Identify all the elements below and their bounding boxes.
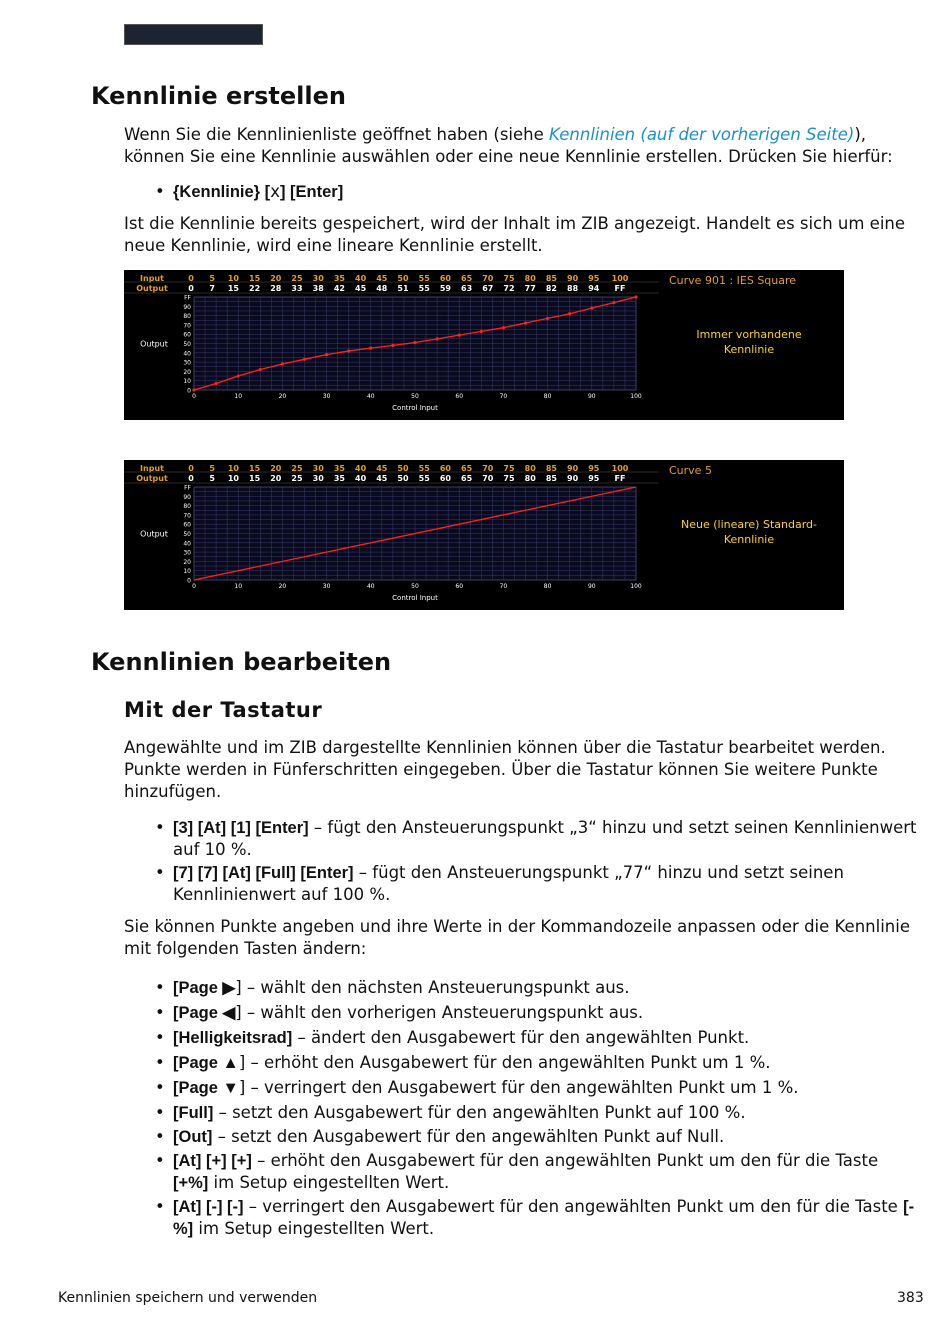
x-tick-label: 50 xyxy=(411,393,419,400)
x-tick-label: 60 xyxy=(455,583,464,590)
list-item xyxy=(155,977,915,1002)
curves-link[interactable]: Kennlinien (auf der vorherigen Seite) xyxy=(549,125,855,144)
curve-point xyxy=(480,330,483,333)
input-cell: 45 xyxy=(376,464,388,473)
input-cell: 50 xyxy=(397,464,409,473)
x-tick-label: 80 xyxy=(543,393,552,400)
curve-title: Curve 5 xyxy=(669,464,712,477)
input-cell: 20 xyxy=(270,464,282,473)
y-tick-label: 30 xyxy=(183,549,191,557)
list-item xyxy=(155,1052,915,1077)
x-tick-label: 70 xyxy=(499,583,508,590)
input-cell: 50 xyxy=(397,274,409,283)
output-cell: 0 xyxy=(188,284,194,293)
curve-screenshot-linear xyxy=(124,460,844,610)
output-cell: 10 xyxy=(227,474,239,483)
item-text: ] – erhöht den Ausgabewert für den angewählten Punkt um 1 %. xyxy=(238,1053,771,1072)
input-cell: 30 xyxy=(312,274,324,283)
y-axis-label: Output xyxy=(140,339,168,349)
input-cell: 55 xyxy=(418,464,430,473)
x-axis-label: Control Input xyxy=(392,404,438,412)
y-tick-label: FF xyxy=(184,484,191,492)
output-cell: 45 xyxy=(376,474,388,483)
annotation-text: Neue (lineare) Standard- xyxy=(681,518,817,531)
output-cell: 55 xyxy=(418,474,430,483)
item-text: – erhöht den Ausgabewert für den angewählten Punkt um den für die Taste xyxy=(251,1151,879,1170)
output-cell: FF xyxy=(614,284,626,293)
output-cell: 51 xyxy=(397,284,409,293)
output-cell: 67 xyxy=(482,284,494,293)
input-cell: 25 xyxy=(291,274,303,283)
bullet-dot: • xyxy=(155,1151,165,1170)
heading-create: Kennlinie erstellen xyxy=(91,82,346,110)
y-tick-label: FF xyxy=(184,294,191,302)
output-cell: 75 xyxy=(503,474,515,483)
input-cell: 0 xyxy=(188,464,194,473)
curve-point xyxy=(590,307,593,310)
output-cell: 30 xyxy=(312,474,324,483)
curve-point xyxy=(612,301,615,304)
input-cell: 5 xyxy=(209,464,215,473)
curve-title: Curve 901 : IES Square xyxy=(669,274,797,287)
key-sequence: [7] [7] [At] [Full] [Enter] xyxy=(173,864,354,882)
input-cell: 5 xyxy=(209,274,215,283)
output-cell: FF xyxy=(614,474,626,483)
curve-chart xyxy=(124,460,844,610)
annotation-text: Kennlinie xyxy=(723,343,775,356)
input-cell: 40 xyxy=(355,274,367,283)
list-item xyxy=(155,181,915,203)
x-tick-label: 10 xyxy=(234,583,243,590)
points-list xyxy=(155,817,925,907)
input-cell: 15 xyxy=(249,464,261,473)
item-text: ] – verringert den Ausgabewert für den angewählten Punkt um 1 %. xyxy=(238,1078,799,1097)
item-text: ] – wählt den nächsten Ansteuerungspunkt aus. xyxy=(235,978,630,997)
curve-point xyxy=(325,353,328,356)
output-cell: 59 xyxy=(439,284,451,293)
bullet-dot: • xyxy=(155,1053,165,1072)
output-cell: 38 xyxy=(312,284,324,293)
input-cell: 35 xyxy=(333,464,345,473)
input-cell: 45 xyxy=(376,274,388,283)
output-cell: 94 xyxy=(588,284,600,293)
input-cell: 100 xyxy=(611,274,629,283)
key-sequence: [-%] xyxy=(173,1198,915,1238)
output-cell: 40 xyxy=(355,474,367,483)
placeholder-x: x xyxy=(270,182,280,201)
output-cell: 45 xyxy=(355,284,367,293)
x-tick-label: 80 xyxy=(543,583,552,590)
key-sequence: [+%] xyxy=(173,1174,209,1192)
output-cell: 15 xyxy=(249,474,261,483)
page-number: 383 xyxy=(897,1290,924,1306)
x-tick-label: 70 xyxy=(499,393,508,400)
output-cell: 33 xyxy=(291,284,303,293)
y-tick-label: 40 xyxy=(183,540,191,548)
output-cell: 95 xyxy=(588,474,600,483)
curve-point xyxy=(369,347,372,350)
list-item xyxy=(155,862,915,907)
output-cell: 48 xyxy=(376,284,388,293)
x-tick-label: 10 xyxy=(234,393,243,400)
y-tick-label: 60 xyxy=(183,521,191,529)
y-tick-label: 40 xyxy=(183,350,191,358)
input-cell: 10 xyxy=(227,274,239,283)
item-text: – fügt den Ansteuerungspunkt „3“ hinzu und setzt seinen Kennlinienwert auf 10 %. xyxy=(173,818,917,859)
curve-screenshot-ies xyxy=(124,270,844,420)
item-text: – verringert den Ausgabewert für den angewählten Punkt um den für die Taste xyxy=(243,1197,904,1216)
output-cell: 7 xyxy=(209,284,215,293)
key-sequence: {Kennlinie} [ xyxy=(173,183,271,201)
y-tick-label: 0 xyxy=(187,387,191,395)
input-cell: 85 xyxy=(545,274,557,283)
input-row-label: Input xyxy=(140,464,164,473)
output-cell: 0 xyxy=(188,474,194,483)
intro-text-after: ), können Sie eine Kennlinie auswählen oder eine neue Kennlinie erstellen. Drücken Sie hierfür: xyxy=(124,125,893,166)
y-tick-label: 70 xyxy=(183,322,191,330)
x-tick-label: 90 xyxy=(587,393,596,400)
input-cell: 60 xyxy=(439,464,451,473)
output-cell: 15 xyxy=(227,284,239,293)
y-tick-label: 50 xyxy=(183,341,191,348)
y-tick-label: 10 xyxy=(183,568,191,576)
output-cell: 77 xyxy=(524,284,536,293)
x-tick-label: 0 xyxy=(192,393,196,400)
output-cell: 60 xyxy=(439,474,451,483)
bullet-dot: • xyxy=(155,182,165,201)
output-cell: 88 xyxy=(567,284,579,293)
curve-point xyxy=(634,295,637,298)
input-cell: 35 xyxy=(333,274,345,283)
annotation-text: Immer vorhandene xyxy=(696,328,802,341)
key-sequence: [Page ▲ xyxy=(173,1054,239,1072)
output-cell: 72 xyxy=(503,284,515,293)
key-sequence: [Helligkeitsrad] xyxy=(173,1029,293,1047)
bullet-dot: • xyxy=(155,978,165,997)
curve-point xyxy=(568,312,571,315)
annotation-text: Kennlinie xyxy=(723,533,775,546)
list-item xyxy=(155,1196,915,1240)
x-tick-label: 90 xyxy=(587,583,596,590)
x-tick-label: 40 xyxy=(366,393,375,400)
bullet-dot: • xyxy=(155,1103,165,1122)
key-sequence: [Page ◀ xyxy=(173,1004,236,1022)
x-tick-label: 60 xyxy=(455,393,464,400)
list-item xyxy=(155,1150,915,1194)
y-tick-label: 50 xyxy=(183,531,191,538)
curve-point xyxy=(391,344,394,347)
input-cell: 65 xyxy=(461,274,473,283)
output-cell: 35 xyxy=(333,474,345,483)
bullet-dot: • xyxy=(155,1078,165,1097)
curve-point xyxy=(215,382,218,385)
x-tick-label: 20 xyxy=(278,583,287,590)
curve-point xyxy=(347,349,350,352)
y-tick-label: 0 xyxy=(187,577,191,585)
key-sequence: [At] [-] [-] xyxy=(173,1198,244,1216)
input-cell: 60 xyxy=(439,274,451,283)
item-text: ] – wählt den vorherigen Ansteuerungspunkt aus. xyxy=(235,1003,644,1022)
screenshot-thumbnail xyxy=(124,24,263,45)
key-sequence: [3] [At] [1] [Enter] xyxy=(173,819,309,837)
x-tick-label: 40 xyxy=(366,583,375,590)
curve-point xyxy=(524,321,527,324)
y-tick-label: 20 xyxy=(183,558,191,566)
key-sequence: [Full] xyxy=(173,1104,214,1122)
x-axis-label: Control Input xyxy=(392,594,438,602)
output-cell: 65 xyxy=(461,474,473,483)
list-item xyxy=(155,1027,915,1052)
bullet-dot: • xyxy=(155,818,165,837)
output-cell: 70 xyxy=(482,474,494,483)
output-cell: 82 xyxy=(545,284,557,293)
curve-point xyxy=(458,334,461,337)
output-row-label: Output xyxy=(136,284,168,293)
input-cell: 10 xyxy=(227,464,239,473)
curve-point xyxy=(413,341,416,344)
bullet-dot: • xyxy=(155,1028,165,1047)
curve-point xyxy=(546,317,549,320)
item-text: – fügt den Ansteuerungspunkt „77“ hinzu und setzt seinen Kennlinienwert auf 100 %. xyxy=(173,863,844,904)
y-tick-label: 70 xyxy=(183,512,191,520)
input-cell: 30 xyxy=(312,464,324,473)
curve-point xyxy=(237,374,240,377)
x-tick-label: 0 xyxy=(192,583,196,590)
output-cell: 28 xyxy=(270,284,282,293)
bullet-dot: • xyxy=(155,1127,165,1146)
heading-keyboard: Mit der Tastatur xyxy=(124,698,323,722)
item-text: – setzt den Ausgabewert für den angewählten Punkt auf Null. xyxy=(212,1127,725,1146)
y-axis-label: Output xyxy=(140,529,168,539)
x-tick-label: 30 xyxy=(322,583,331,590)
item-text: im Setup eingestellten Wert. xyxy=(208,1173,450,1192)
list-item xyxy=(155,1126,915,1150)
key-sequence: ] [Enter] xyxy=(279,183,344,201)
x-tick-label: 100 xyxy=(630,583,642,590)
input-cell: 25 xyxy=(291,464,303,473)
key-sequence: [Page ▼ xyxy=(173,1079,239,1097)
input-cell: 80 xyxy=(524,274,536,283)
item-text: im Setup eingestellten Wert. xyxy=(193,1219,435,1238)
x-tick-label: 30 xyxy=(322,393,331,400)
list-item xyxy=(155,1102,915,1126)
input-cell: 55 xyxy=(418,274,430,283)
y-tick-label: 90 xyxy=(183,493,191,501)
output-cell: 85 xyxy=(545,474,557,483)
curve-chart xyxy=(124,270,844,420)
input-cell: 0 xyxy=(188,274,194,283)
output-cell: 90 xyxy=(567,474,579,483)
intro-paragraph xyxy=(124,124,924,168)
input-cell: 90 xyxy=(567,274,579,283)
input-cell: 70 xyxy=(482,274,494,283)
key-sequence: [Out] xyxy=(173,1128,213,1146)
intro-text-before: Wenn Sie die Kennlinienliste geöffnet haben (siehe xyxy=(124,125,550,144)
input-cell: 80 xyxy=(524,464,536,473)
y-tick-label: 60 xyxy=(183,331,191,339)
input-cell: 85 xyxy=(545,464,557,473)
output-cell: 42 xyxy=(333,284,345,293)
footer-title: Kennlinien speichern und verwenden xyxy=(58,1290,318,1306)
bullet-dot: • xyxy=(155,1197,165,1216)
input-cell: 95 xyxy=(588,274,600,283)
item-text: – ändert den Ausgabewert für den angewählten Punkt. xyxy=(292,1028,750,1047)
y-tick-label: 10 xyxy=(183,378,191,386)
item-text: – setzt den Ausgabewert für den angewählten Punkt auf 100 %. xyxy=(213,1103,746,1122)
x-tick-label: 50 xyxy=(411,583,419,590)
y-tick-label: 90 xyxy=(183,303,191,311)
list-item xyxy=(155,1077,915,1102)
bullet-dot: • xyxy=(155,863,165,882)
key-sequence: [At] [+] [+] xyxy=(173,1152,252,1170)
output-cell: 63 xyxy=(461,284,473,293)
x-tick-label: 20 xyxy=(278,393,287,400)
output-cell: 50 xyxy=(397,474,409,483)
input-cell: 20 xyxy=(270,274,282,283)
list-item xyxy=(155,1002,915,1027)
input-row-label: Input xyxy=(140,274,164,283)
input-cell: 100 xyxy=(611,464,629,473)
y-tick-label: 20 xyxy=(183,368,191,376)
keys-paragraph: Sie können Punkte angeben und ihre Werte in der Kommandozeile anpassen oder die Kennlinie mit folgenden Tasten ändern: xyxy=(124,917,910,958)
curve-point xyxy=(281,362,284,365)
input-cell: 95 xyxy=(588,464,600,473)
input-cell: 75 xyxy=(503,464,515,473)
input-cell: 70 xyxy=(482,464,494,473)
input-cell: 75 xyxy=(503,274,515,283)
output-cell: 22 xyxy=(249,284,261,293)
list-item xyxy=(155,817,915,862)
input-cell: 65 xyxy=(461,464,473,473)
y-tick-label: 30 xyxy=(183,359,191,367)
stored-paragraph: Ist die Kennlinie bereits gespeichert, wird der Inhalt im ZIB angezeigt. Handelt es sich um eine neue Kennlinie, wird eine lineare Kennlinie erstellt. xyxy=(124,214,906,255)
y-tick-label: 80 xyxy=(183,503,191,511)
input-cell: 90 xyxy=(567,464,579,473)
curve-point xyxy=(436,337,439,340)
input-cell: 15 xyxy=(249,274,261,283)
output-cell: 5 xyxy=(209,474,215,483)
key-sequence: [Page ▶ xyxy=(173,979,236,997)
input-cell: 40 xyxy=(355,464,367,473)
y-tick-label: 80 xyxy=(183,313,191,321)
curve-point xyxy=(303,358,306,361)
output-row-label: Output xyxy=(136,474,168,483)
keyboard-paragraph: Angewählte und im ZIB dargestellte Kennlinien können über die Tastatur bearbeitet werden. Punkte werden in Fünferschritten eingegeben. Über die Tastatur können Sie weitere Punkte hinzufügen. xyxy=(124,738,886,801)
curve-point xyxy=(259,368,262,371)
bullet-dot: • xyxy=(155,1003,165,1022)
curve-point xyxy=(502,326,505,329)
x-tick-label: 100 xyxy=(630,393,642,400)
output-cell: 20 xyxy=(270,474,282,483)
output-cell: 80 xyxy=(524,474,536,483)
keys-list xyxy=(155,977,925,1150)
output-cell: 25 xyxy=(291,474,303,483)
heading-edit: Kennlinien bearbeiten xyxy=(91,648,392,676)
curve-point xyxy=(192,388,195,391)
output-cell: 55 xyxy=(418,284,430,293)
